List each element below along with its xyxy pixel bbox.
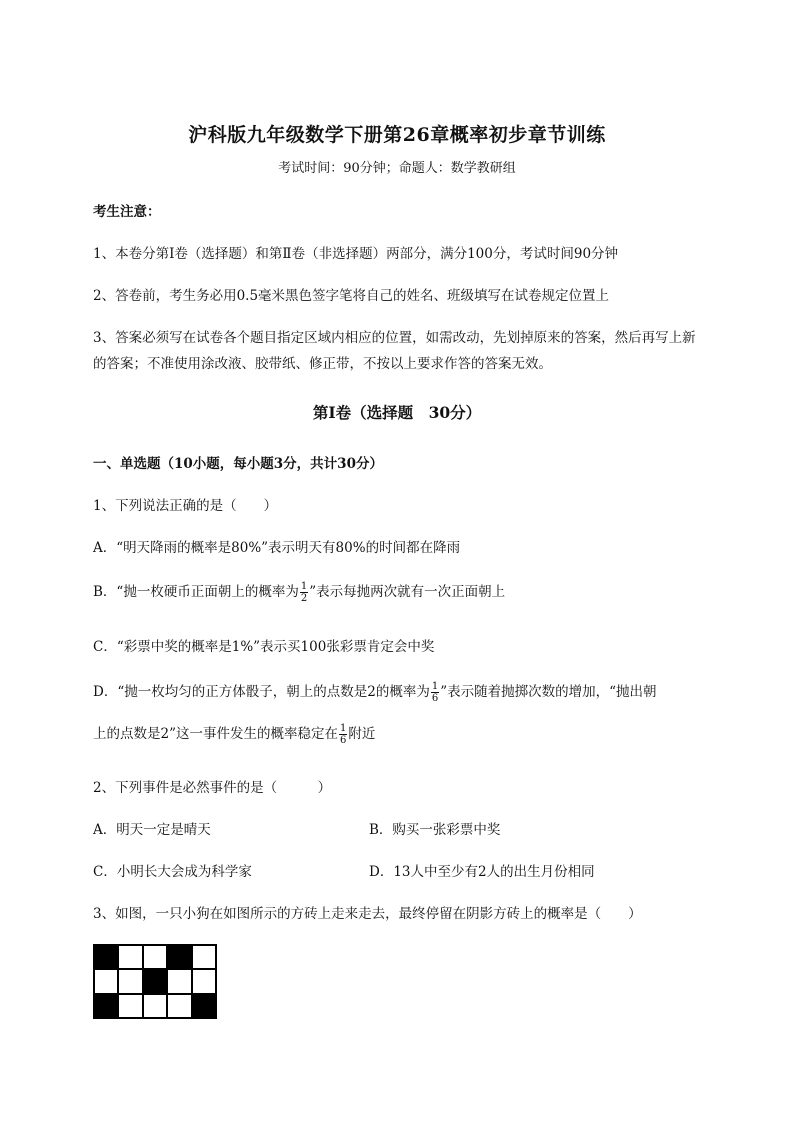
plain-tile (143, 994, 167, 1018)
notice-item-3-continued: 的答案；不准使用涂改液、胶带纸、修正带，不按以上要求作答的答案无效。 (93, 356, 552, 372)
question-1-stem: 1、下列说法正确的是（ ） (93, 498, 278, 514)
plain-tile (118, 969, 142, 993)
plain-tile (118, 994, 142, 1018)
shaded-tile (94, 945, 118, 969)
question-3-stem: 3、如图，一只小狗在如图所示的方砖上走来走去，最终停留在阴影方砖上的概率是（ ） (93, 906, 642, 922)
shaded-tile (94, 994, 118, 1018)
question-2-stem: 2、下列事件是必然事件的是（ ） (93, 780, 332, 796)
question-1-option-a: A．“明天降雨的概率是80%”表示明天有80%的时间都在降雨 (93, 540, 461, 556)
question-1-option-d-continued (93, 722, 375, 746)
notice-item-3: 3、答案必须写在试卷各个题目指定区域内相应的位置，如需改动，先划掉原来的答案，然后再写上新 (93, 330, 696, 346)
fraction-one-sixth (431, 681, 439, 704)
shaded-tile (143, 969, 167, 993)
option-b-text-start: B．“抛一枚硬币正面朝上的概率为 (93, 584, 299, 600)
option-d-line2-start: 上的点数是2”这一事件发生的概率稳定在 (93, 726, 338, 742)
option-d-text-start: D．“抛一枚均匀的正方体骰子，朝上的点数是2的概率为 (93, 684, 430, 700)
notice-item-2: 2、答卷前，考生务必用0.5毫米黑色签字笔将自己的姓名、班级填写在试卷规定位置上 (93, 288, 610, 304)
part-heading: 一、单选题（10小题，每小题3分，共计30分） (93, 456, 383, 472)
question-1-option-c: C．“彩票中奖的概率是1%”表示买100张彩票肯定会中奖 (93, 639, 435, 655)
plain-tile (192, 969, 216, 993)
question-1-option-b (93, 580, 505, 604)
fraction-numerator: 1 (431, 681, 439, 692)
tile-floor-figure (93, 944, 217, 1019)
option-d-text-middle: ”表示随着抛掷次数的增加，“抛出朝 (440, 684, 657, 700)
question-1-option-d (93, 680, 657, 704)
shaded-tile (167, 945, 191, 969)
question-2-option-d: D．13人中至少有2人的出生月份相同 (369, 864, 595, 880)
question-2-option-c: C．小明长大会成为科学家 (93, 864, 252, 880)
section-title: 第I卷（选择题 30分） (312, 403, 482, 422)
plain-tile (94, 969, 118, 993)
plain-tile (143, 945, 167, 969)
option-d-line2-end: 附近 (348, 726, 376, 742)
shaded-tile (192, 994, 216, 1018)
plain-tile (192, 945, 216, 969)
question-2-option-b: B．购买一张彩票中奖 (369, 822, 501, 838)
plain-tile (118, 945, 142, 969)
fraction-numerator: 1 (300, 581, 308, 592)
plain-tile (167, 969, 191, 993)
fraction-one-half (300, 581, 308, 604)
plain-tile (167, 994, 191, 1018)
fraction-denominator: 2 (300, 593, 308, 604)
notice-heading: 考生注意： (93, 204, 161, 220)
notice-item-1: 1、本卷分第I卷（选择题）和第Ⅱ卷（非选择题）两部分，满分100分，考试时间90分钟 (93, 246, 619, 262)
fraction-one-sixth (339, 723, 347, 746)
fraction-denominator: 6 (431, 693, 439, 704)
fraction-numerator: 1 (340, 723, 347, 734)
option-b-text-end: ”表示每抛两次就有一次正面朝上 (309, 584, 506, 600)
question-2-option-a: A．明天一定是晴天 (93, 822, 211, 838)
page-title: 沪科版九年级数学下册第26章概率初步章节训练 (188, 124, 606, 146)
exam-info: 考试时间：90分钟；命题人：数学教研组 (278, 161, 516, 176)
fraction-denominator: 6 (340, 735, 347, 746)
